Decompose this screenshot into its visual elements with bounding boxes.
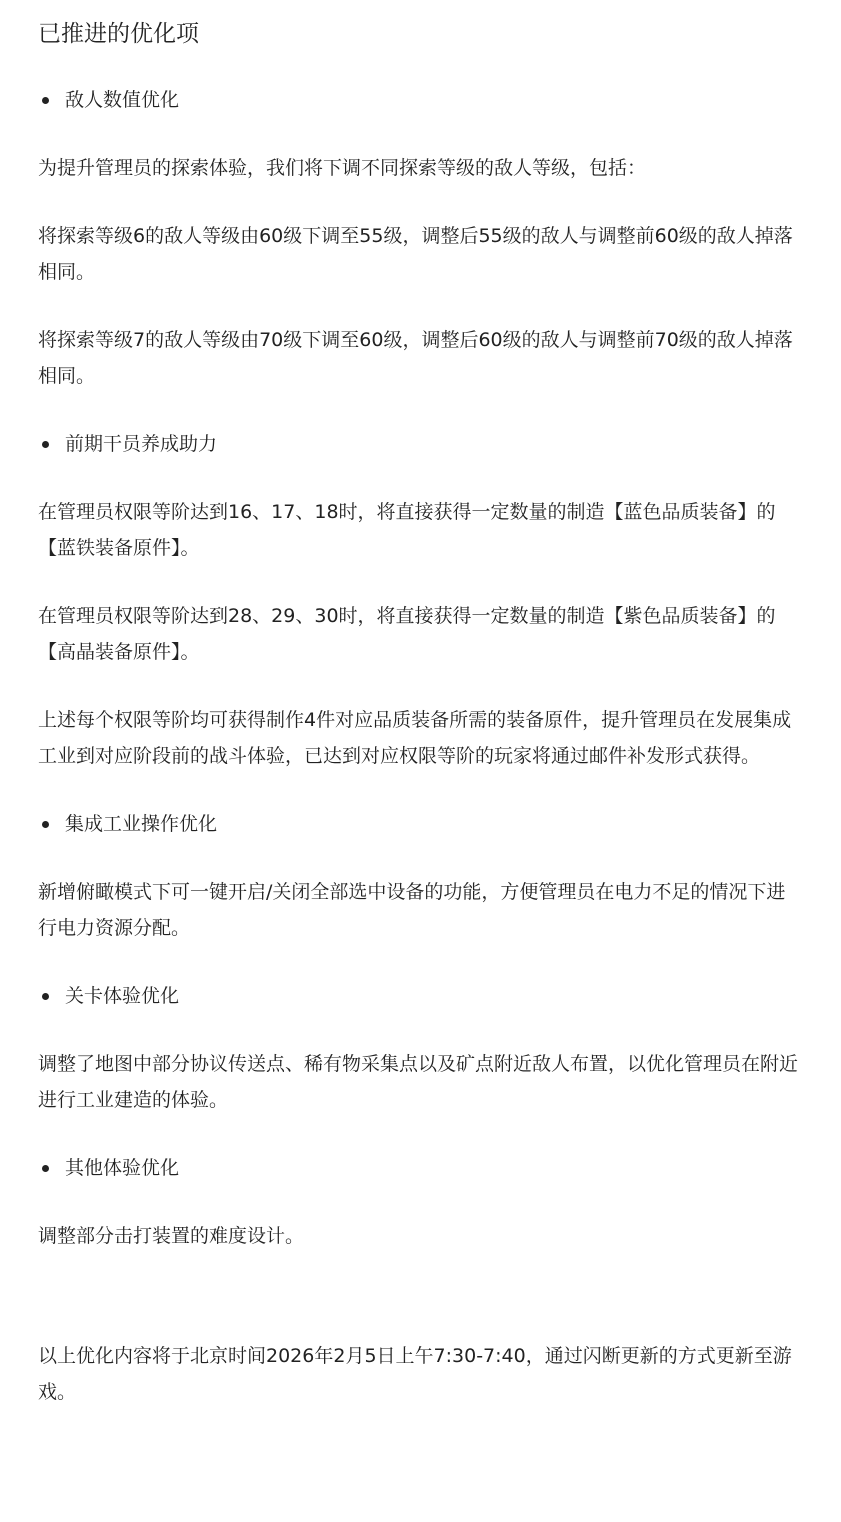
paragraph: 为提升管理员的探索体验，我们将下调不同探索等级的敌人等级，包括： — [38, 157, 647, 179]
section-heading-enemy-values — [38, 82, 801, 118]
section-heading-level-experience — [38, 978, 801, 1014]
paragraph: 新增俯瞰模式下可一键开启/关闭全部选中设备的功能，方便管理员在电力不足的情况下进行电力资源分配。 — [38, 881, 786, 939]
paragraph: 上述每个权限等阶均可获得制作4件对应品质装备所需的装备原件，提升管理员在发展集成工业到对应阶段前的战斗体验，已达到对应权限等阶的玩家将通过邮件补发形式获得。 — [38, 709, 792, 767]
paragraph: 在管理员权限等阶达到16、17、18时，将直接获得一定数量的制造【蓝色品质装备】的【蓝铁装备原件】。 — [38, 501, 776, 559]
bullet-dot-icon — [42, 1165, 49, 1172]
bullet-dot-icon — [42, 993, 49, 1000]
section-heading-industry-ops — [38, 806, 801, 842]
paragraph: 调整了地图中部分协议传送点、稀有物采集点以及矿点附近敌人布置，以优化管理员在附近进行工业建造的体验。 — [38, 1053, 799, 1111]
section-heading-operator-growth — [38, 426, 801, 462]
section-heading-text: 集成工业操作优化 — [65, 813, 218, 835]
page-title: 已推进的优化项 — [38, 21, 199, 47]
section-heading-text: 其他体验优化 — [65, 1157, 180, 1179]
paragraph: 在管理员权限等阶达到28、29、30时，将直接获得一定数量的制造【紫色品质装备】的【高晶装备原件】。 — [38, 605, 776, 663]
footer-notice: 以上优化内容将于北京时间2026年2月5日上午7:30-7:40，通过闪断更新的方式更新至游戏。 — [38, 1345, 792, 1403]
paragraph: 将探索等级7的敌人等级由70级下调至60级，调整后60级的敌人与调整前70级的敌人掉落相同。 — [38, 329, 793, 387]
section-heading-other — [38, 1150, 801, 1186]
bullet-dot-icon — [42, 97, 49, 104]
bullet-dot-icon — [42, 821, 49, 828]
section-heading-text: 敌人数值优化 — [65, 89, 180, 111]
section-heading-text: 关卡体验优化 — [65, 985, 180, 1007]
bullet-dot-icon — [42, 441, 49, 448]
paragraph: 将探索等级6的敌人等级由60级下调至55级，调整后55级的敌人与调整前60级的敌人掉落相同。 — [38, 225, 793, 283]
paragraph: 调整部分击打装置的难度设计。 — [38, 1225, 305, 1247]
section-heading-text: 前期干员养成助力 — [65, 433, 218, 455]
